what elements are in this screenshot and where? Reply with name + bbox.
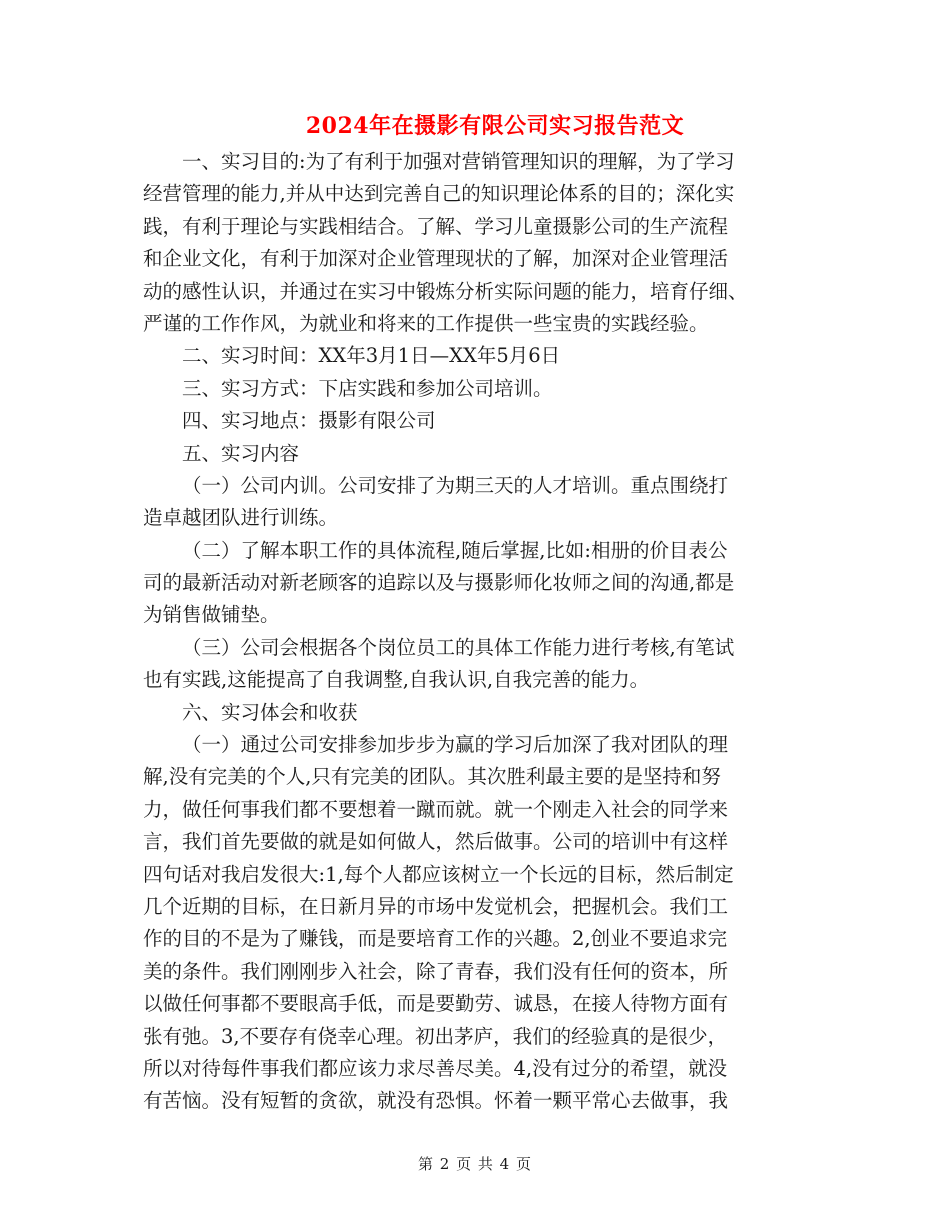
text-line: 严谨的工作作风，为就业和将来的工作提供一些宝贵的实践经验。 [143, 311, 709, 335]
text-line: 张有弛。3,不要存有侥幸心理。初出茅庐，我们的经验真的是很少， [143, 1024, 728, 1048]
text-line: 作的目的不是为了赚钱，而是要培育工作的兴趣。2,创业不要追求完 [143, 927, 728, 951]
text-line: 也有实践,这能提高了自我调整,自我认识,自我完善的能力。 [143, 668, 650, 692]
text-line: 几个近期的目标，在日新月异的市场中发觉机会，把握机会。我们工 [143, 894, 729, 918]
text-line: 动的感性认识，并通过在实习中锻炼分析实际问题的能力，培育仔细、 [143, 279, 748, 303]
text-line: （一）通过公司安排参加步步为赢的学习后加深了我对团队的理 [182, 733, 729, 757]
text-line: 司的最新活动对新老顾客的追踪以及与摄影师化妆师之间的沟通,都是 [143, 571, 735, 595]
text-line: 有苦恼。没有短暂的贪欲，就没有恐惧。怀着一颗平常心去做事，我 [143, 1089, 729, 1113]
text-line: 力，做任何事我们都不要想着一蹴而就。就一个刚走入社会的同学来 [143, 797, 729, 821]
text-line: 一、实习目的:为了有利于加强对营销管理知识的理解，为了学习 [182, 150, 735, 173]
document-title: 2024年在摄影有限公司实习报告范文 [305, 113, 685, 139]
text-line: 为销售做铺垫。 [143, 603, 280, 627]
text-line: 解,没有完美的个人,只有完美的团队。其次胜利最主要的是坚持和努 [143, 765, 721, 789]
text-line: 二、实习时间：XX年3月1日—XX年5月6日 [182, 344, 561, 368]
text-line: 四句话对我启发很大:1,每个人都应该树立一个长远的目标，然后制定 [143, 862, 734, 886]
text-line: 所以对待每件事我们都应该力求尽善尽美。4,没有过分的希望，就没 [143, 1056, 728, 1080]
text-line: 以做任何事都不要眼高手低，而是要勤劳、诚恳，在接人待物方面有 [143, 992, 729, 1016]
text-line: 践，有利于理论与实践相结合。了解、学习儿童摄影公司的生产流程 [143, 214, 729, 238]
text-line: 六、实习体会和收获 [182, 700, 358, 724]
text-line: （二）了解本职工作的具体流程,随后掌握,比如:相册的价目表公 [182, 538, 728, 562]
text-line: （三）公司会根据各个岗位员工的具体工作能力进行考核,有笔试 [182, 635, 735, 659]
text-line: 四、实习地点：摄影有限公司 [182, 409, 436, 433]
text-line: 经营管理的能力,并从中达到完善自己的知识理论体系的目的；深化实 [143, 182, 735, 206]
text-line: 五、实习内容 [182, 441, 300, 465]
text-line: 言，我们首先要做的就是如何做人，然后做事。公司的培训中有这样 [143, 830, 729, 854]
text-line: 美的条件。我们刚刚步入社会，除了青春，我们没有任何的资本，所 [143, 959, 729, 983]
text-line: 三、实习方式：下店实践和参加公司培训。 [182, 376, 553, 400]
text-line: 和企业文化，有利于加深对企业管理现状的了解，加深对企业管理活 [143, 247, 729, 271]
page-footer: 第 2 页 共 4 页 [418, 1155, 532, 1173]
text-line: 造卓越团队进行训练。 [143, 506, 339, 530]
text-line: （一）公司内训。公司安排了为期三天的人才培训。重点围绕打 [182, 473, 729, 497]
document-body [143, 146, 808, 1118]
